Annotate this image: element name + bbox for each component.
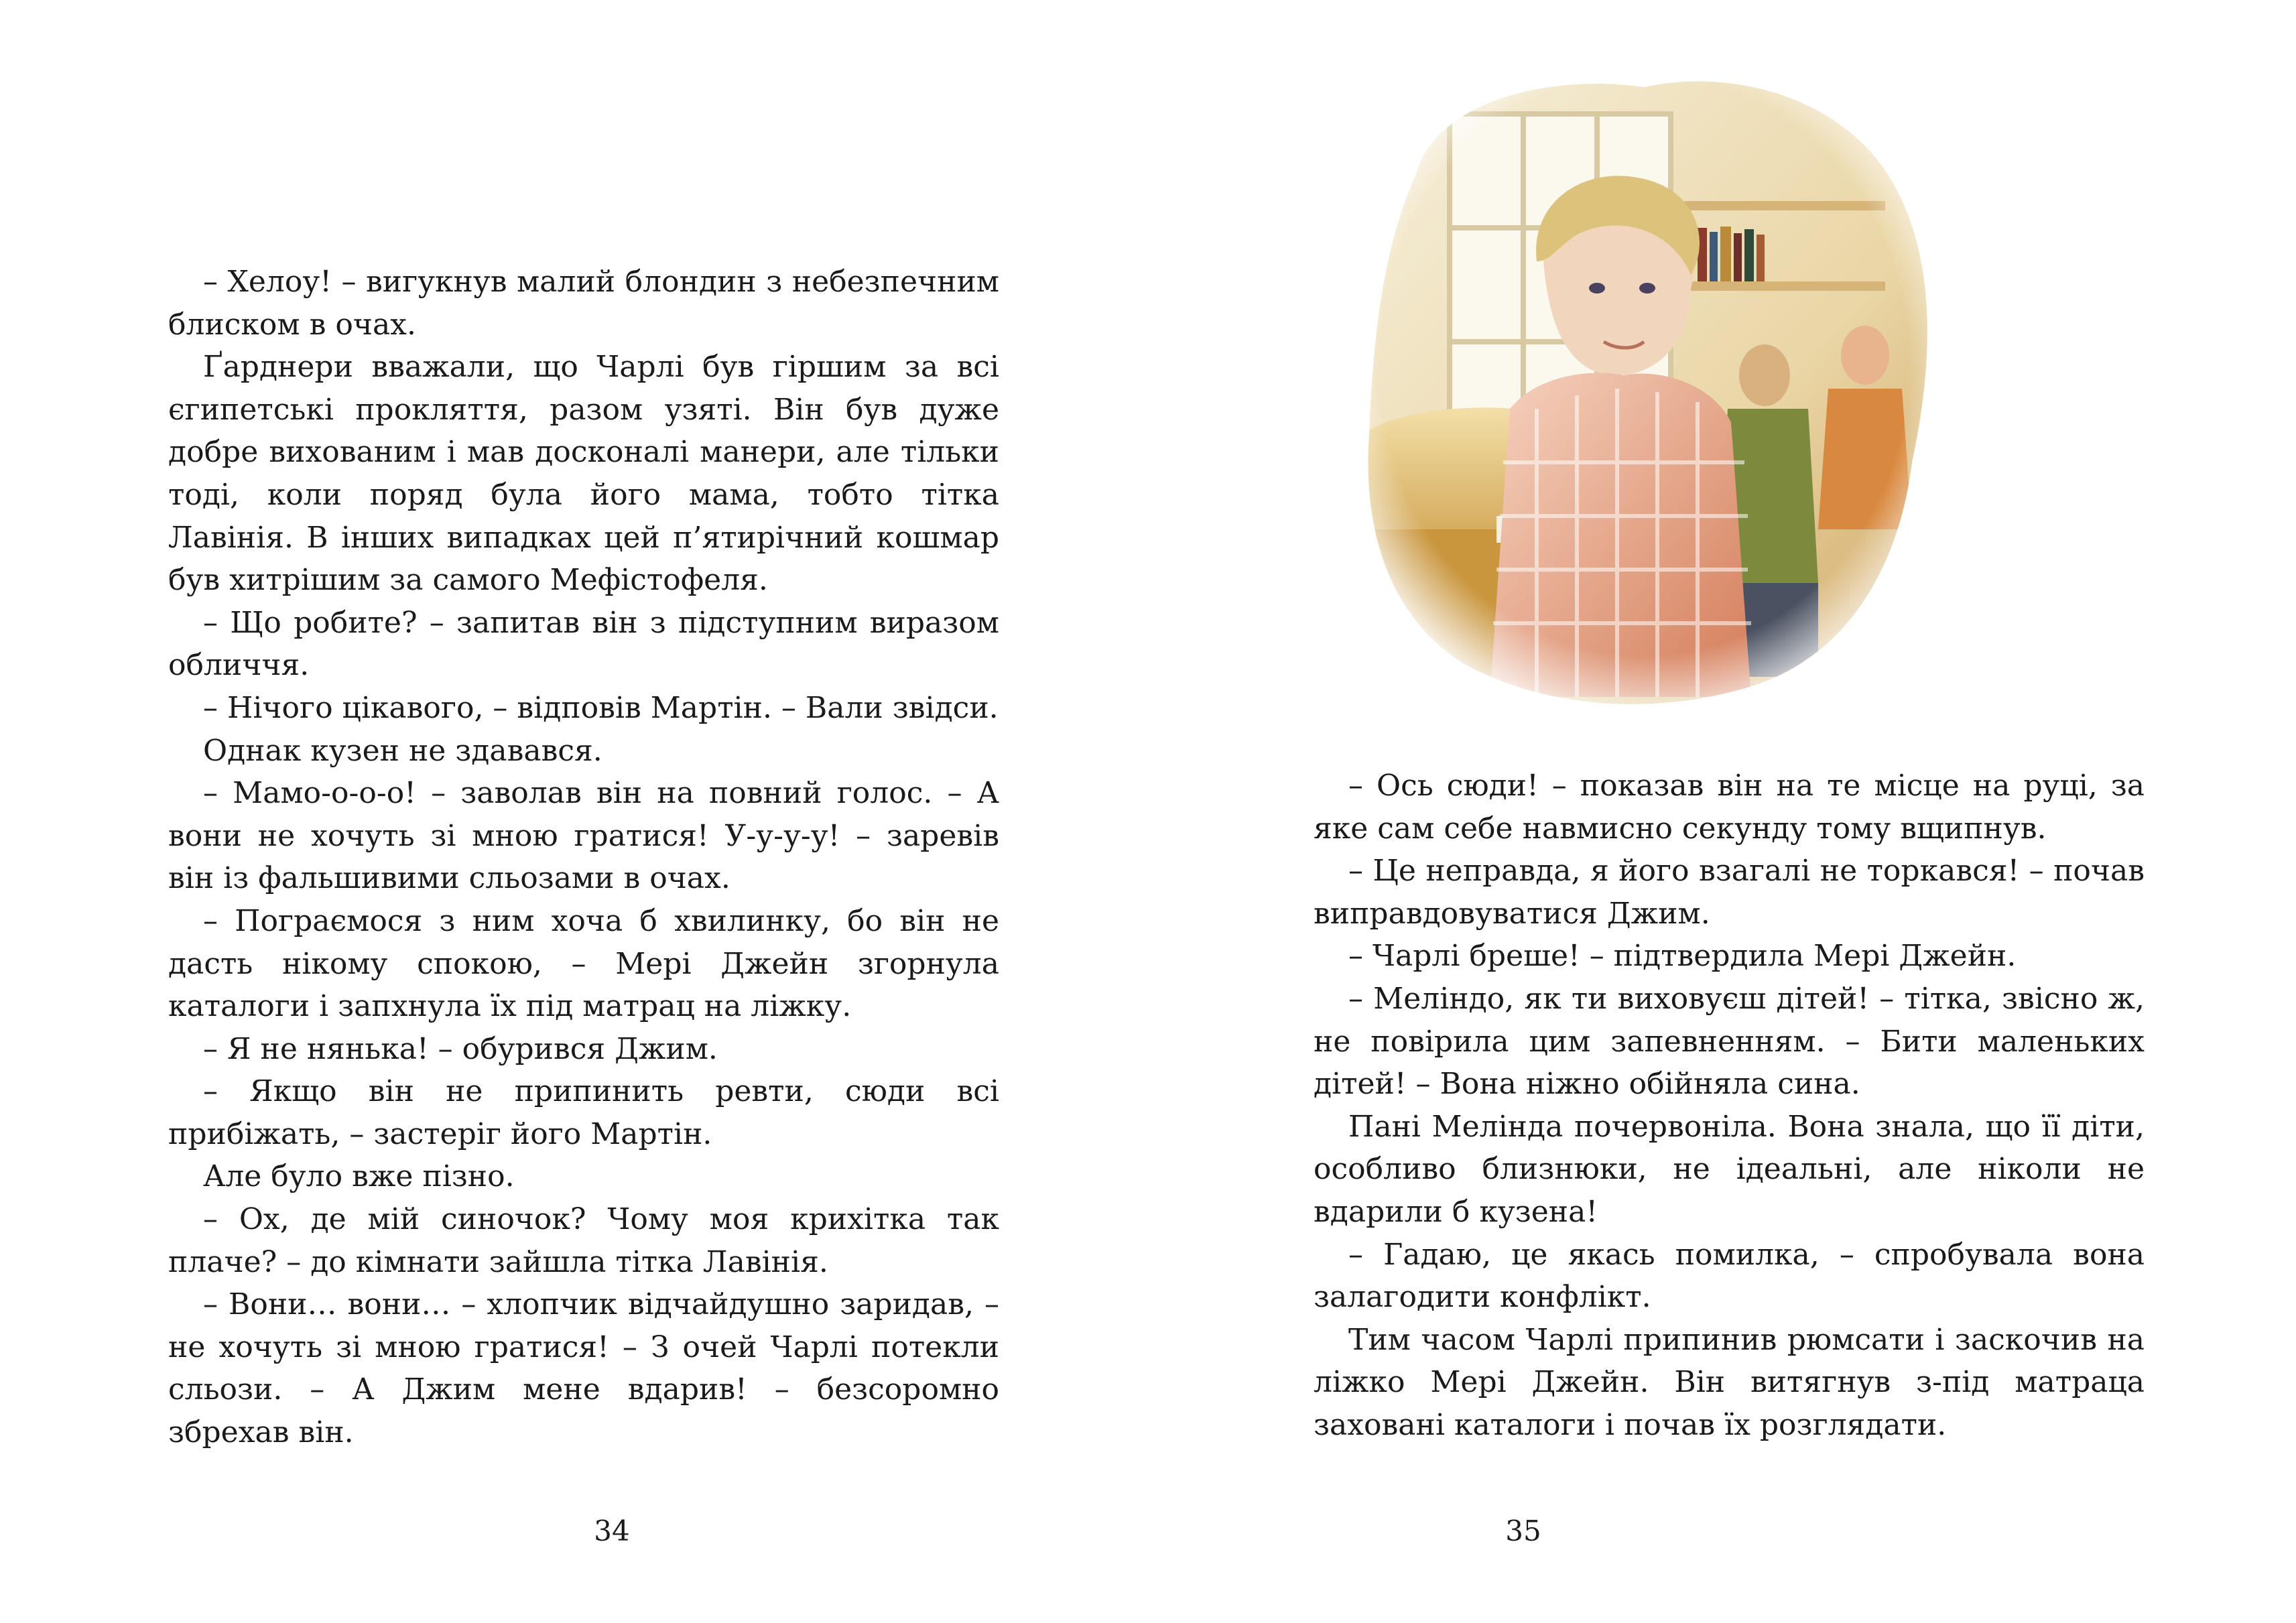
page-number: 35 (1505, 1514, 1541, 1547)
paragraph: Однак кузен не здавався. (203, 733, 602, 768)
paragraph: – Гадаю, це якась помилка, – спробувала вона залагодити конфлікт. (1314, 1237, 2145, 1315)
page-number: 34 (594, 1514, 630, 1547)
paragraph: – Хелоу! – вигукнув малий блондин з небезпечним блиском в очах. (168, 265, 999, 342)
paragraph: – Пограємося з ним хоча б хвилинку, бо він не дасть нікому спокою, – Мері Джейн згорнула каталоги і запхнула їх під матрац на ліжку. (168, 903, 999, 1024)
paragraph: – Вони… вони… – хлопчик відчайдушно заридав, – не хочуть зі мною гратися! – З очей Чарлі потекли сльози. – А Джим мене вдарив! – безсоромно збрехав він. (168, 1287, 999, 1450)
paragraph: Тим часом Чарлі припинив рюмсати і заскочив на ліжко Мері Джейн. Він витягнув з-під матраца заховані каталоги і почав їх розглядати. (1314, 1322, 2145, 1442)
paragraph: – Якщо він не припинить ревти, сюди всі прибіжать, – застеріг його Мартін. (168, 1074, 999, 1151)
paragraph: – Ох, де мій синочок? Чому моя крихітка так плаче? – до кімнати зайшла тітка Лавінія. (168, 1202, 999, 1279)
paragraph: – Меліндо, як ти виховуєш дітей! – тітка, звісно ж, не повірила цим запевненням. – Бити маленьких дітей! – Вона ніжно обійняла сина. (1314, 981, 2145, 1102)
left-page-text (168, 261, 999, 1454)
paragraph: – Чарлі бреше! – підтвердила Мері Джейн. (1348, 939, 2017, 974)
right-page-text (1314, 765, 2145, 1447)
illustration-boy-in-room (1336, 60, 1952, 737)
right-page (1148, 0, 2296, 1623)
paragraph: – Це неправда, я його взагалі не торкався! – почав виправдовуватися Джим. (1314, 854, 2145, 931)
paragraph: – Що робите? – запитав він з підступним виразом обличчя. (168, 605, 999, 683)
paragraph: – Нічого цікавого, – відповів Мартін. – Вали звідси. (203, 690, 999, 725)
paragraph: – Ось сюди! – показав він на те місце на руці, за яке сам себе навмисно секунду тому вщипнув. (1314, 769, 2145, 846)
paragraph: – Я не нянька! – обурився Джим. (203, 1031, 718, 1066)
paragraph: Але було вже пізно. (203, 1159, 515, 1194)
paragraph: Пані Мелінда почервоніла. Вона знала, що її діти, особливо близнюки, не ідеальні, але ніколи не вдарили б кузена! (1314, 1109, 2145, 1229)
paragraph: Ґарднери вважали, що Чарлі був гіршим за всі єгипетські прокляття, разом узяті. Він був дуже добре вихованим і мав досконалі манери, але тільки тоді, коли поряд була його мама, тобто тітка Лавінія. В інших випадках цей п’ятирічний кошмар був хитрішим за самого Мефістофеля. (168, 350, 999, 598)
illustration-image (1336, 60, 1952, 737)
paragraph: – Мамо-о-о-о! – заволав він на повний голос. – А вони не хочуть зі мною гратися! У-у-у-у! – заревів він із фальшивими сльозами в очах. (168, 776, 999, 896)
